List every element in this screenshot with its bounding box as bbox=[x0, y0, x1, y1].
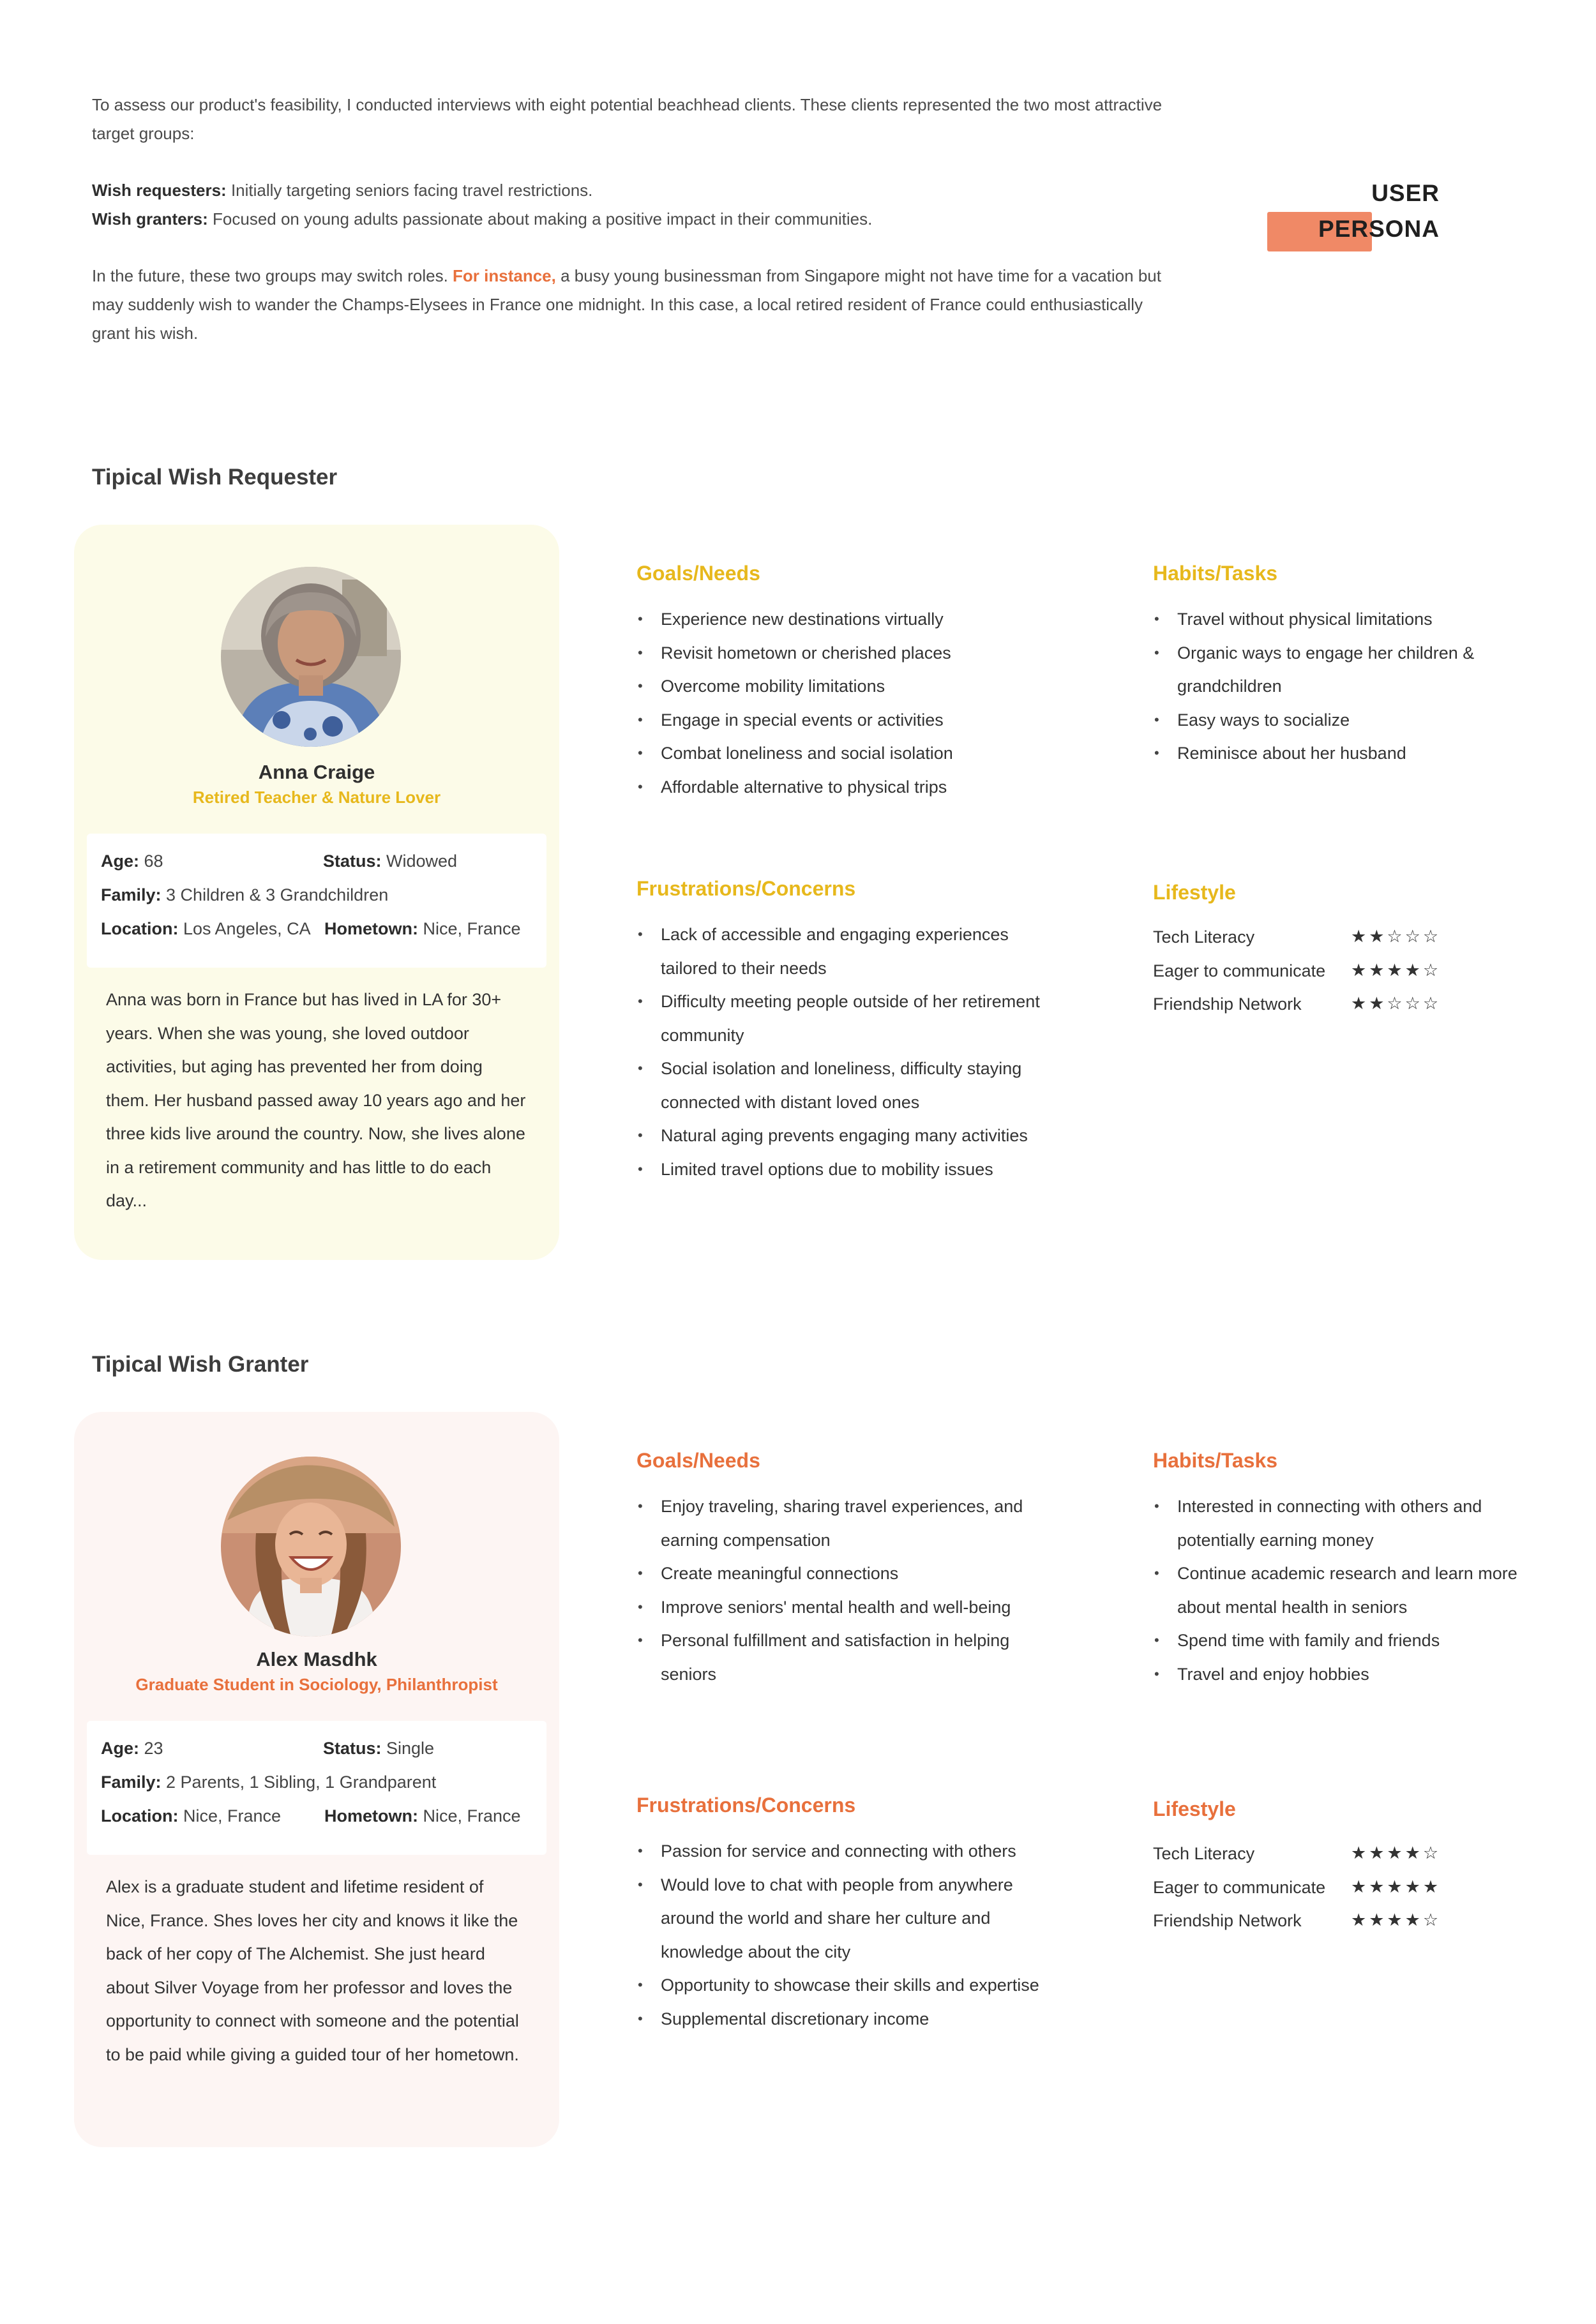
intro-text bbox=[92, 91, 1164, 376]
list-item: • Opportunity to showcase their skills and expertise bbox=[636, 1968, 1045, 2002]
intro-p3-rest: a busy young businessman from Singapore might not have time for a vacation but may suddenly wish to wander the Champs-Elysees in France one midnight. In this case, a local retired resident of France could enthusiastically grant his wish. bbox=[92, 266, 1161, 343]
requester-goals-title: Goals/Needs bbox=[636, 562, 760, 585]
requesters-text: Initially targeting seniors facing travel restrictions. bbox=[226, 181, 593, 200]
list-item: • Improve seniors' mental health and well-being bbox=[636, 1591, 1045, 1624]
lifestyle-label: Eager to communicate bbox=[1153, 1877, 1326, 1897]
requester-info-box bbox=[87, 834, 546, 968]
requester-age: Age: 68 bbox=[101, 851, 163, 871]
list-item: • Organic ways to engage her children & grandchildren bbox=[1153, 636, 1536, 703]
granter-status: Status: Single bbox=[323, 1739, 435, 1758]
star-rating-icon: ★★★★☆ bbox=[1351, 960, 1442, 980]
requester-lifestyle-table bbox=[1153, 920, 1485, 1021]
requester-lifestyle-title: Lifestyle bbox=[1153, 881, 1236, 904]
granter-lifestyle-table bbox=[1153, 1837, 1485, 1938]
list-item: • Limited travel options due to mobility issues bbox=[636, 1153, 1045, 1187]
granter-bio: Alex is a graduate student and lifetime resident of Nice, France. Shes loves her city and knows it like the back of her copy of The Alchemist. She just heard about Silver Voyage from her professor and loves the opportunity to connect with someone and the potential to be paid while giving a guided tour of her hometown. bbox=[106, 1877, 519, 2064]
requester-status: Status: Widowed bbox=[323, 851, 458, 871]
intro-paragraph-2 bbox=[92, 176, 1164, 234]
intro-paragraph-3 bbox=[92, 262, 1164, 348]
badge-line-1: USER bbox=[1371, 180, 1440, 206]
requester-habits-list bbox=[1153, 603, 1536, 770]
list-item: • Interested in connecting with others and potentially earning money bbox=[1153, 1490, 1536, 1557]
lifestyle-row bbox=[1153, 920, 1485, 954]
intro-p3-start: In the future, these two groups may switch roles. bbox=[92, 266, 453, 285]
granter-frustrations-list bbox=[636, 1834, 1045, 2035]
requester-habits-title: Habits/Tasks bbox=[1153, 562, 1278, 585]
lifestyle-row bbox=[1153, 1837, 1485, 1871]
intro-paragraph-1: To assess our product's feasibility, I conducted interviews with eight potential beachhead clients. These clients represented the two most attractive target groups: bbox=[92, 95, 1163, 143]
lifestyle-label: Friendship Network bbox=[1153, 994, 1302, 1014]
granter-age: Age: 23 bbox=[101, 1739, 163, 1758]
list-item: • Continue academic research and learn more about mental health in seniors bbox=[1153, 1557, 1536, 1624]
requester-location: Location: Los Angeles, CA bbox=[101, 919, 311, 938]
requester-frustrations-list bbox=[636, 918, 1045, 1186]
list-item: • Travel and enjoy hobbies bbox=[1153, 1658, 1536, 1691]
lifestyle-row bbox=[1153, 1904, 1485, 1938]
star-rating-icon: ★★★★★ bbox=[1351, 1877, 1442, 1897]
young-woman-portrait-icon bbox=[221, 1457, 401, 1637]
requester-section-title: Tipical Wish Requester bbox=[92, 465, 338, 490]
star-rating-icon: ★★★★☆ bbox=[1351, 1910, 1442, 1930]
granter-goals-title: Goals/Needs bbox=[636, 1449, 760, 1472]
granter-frustrations-title: Frustrations/Concerns bbox=[636, 1794, 856, 1817]
granter-habits-title: Habits/Tasks bbox=[1153, 1449, 1278, 1472]
granter-family: Family: 2 Parents, 1 Sibling, 1 Grandparent bbox=[101, 1773, 437, 1792]
granters-text: Focused on young adults passionate about making a positive impact in their communities. bbox=[207, 209, 873, 229]
list-item: • Lack of accessible and engaging experiences tailored to their needs bbox=[636, 918, 1045, 985]
requester-goals-list bbox=[636, 603, 1071, 804]
list-item: • Personal fulfillment and satisfaction in helping seniors bbox=[636, 1624, 1045, 1691]
list-item: • Difficulty meeting people outside of her retirement community bbox=[636, 985, 1045, 1052]
lifestyle-label: Friendship Network bbox=[1153, 1911, 1302, 1930]
lifestyle-label: Tech Literacy bbox=[1153, 1844, 1255, 1863]
list-item: • Reminisce about her husband bbox=[1153, 737, 1536, 770]
requester-name: Anna Craige bbox=[258, 761, 375, 783]
star-rating-icon: ★★★★☆ bbox=[1351, 1843, 1442, 1863]
list-item: • Natural aging prevents engaging many activities bbox=[636, 1119, 1045, 1153]
granter-role: Graduate Student in Sociology, Philanthropist bbox=[135, 1675, 498, 1694]
lifestyle-row bbox=[1153, 987, 1485, 1021]
list-item: • Spend time with family and friends bbox=[1153, 1624, 1536, 1658]
lifestyle-label: Tech Literacy bbox=[1153, 927, 1255, 947]
badge-line-2: PERSONA bbox=[1318, 216, 1440, 242]
requesters-label: Wish requesters: bbox=[92, 181, 227, 200]
list-item: • Easy ways to socialize bbox=[1153, 703, 1536, 737]
requester-avatar bbox=[221, 567, 401, 747]
list-item: • Create meaningful connections bbox=[636, 1557, 1045, 1591]
star-rating-icon: ★★☆☆☆ bbox=[1351, 994, 1442, 1014]
senior-woman-portrait-icon bbox=[221, 567, 401, 747]
list-item: • Affordable alternative to physical trips bbox=[636, 770, 1071, 804]
granter-lifestyle-title: Lifestyle bbox=[1153, 1797, 1236, 1820]
granter-location: Location: Nice, France bbox=[101, 1806, 282, 1825]
user-persona-badge bbox=[1267, 180, 1459, 257]
requester-family: Family: 3 Children & 3 Grandchildren bbox=[101, 885, 389, 904]
list-item: • Social isolation and loneliness, difficulty staying connected with distant loved ones bbox=[636, 1052, 1045, 1119]
requester-hometown: Hometown: Nice, France bbox=[324, 919, 521, 938]
list-item: • Passion for service and connecting with others bbox=[636, 1834, 1045, 1868]
requester-role: Retired Teacher & Nature Lover bbox=[192, 788, 441, 807]
star-rating-icon: ★★☆☆☆ bbox=[1351, 927, 1442, 947]
lifestyle-row bbox=[1153, 1871, 1485, 1905]
granter-avatar bbox=[221, 1457, 401, 1637]
requester-bio: Anna was born in France but has lived in LA for 30+ years. When she was young, she loved outdoor activities, but aging has prevented her from doing them. Her husband passed away 10 years ago and her three kids live around the country. Now, she lives alone in a retirement community and has little to do each day... bbox=[106, 990, 526, 1210]
list-item: • Combat loneliness and social isolation bbox=[636, 737, 1071, 770]
requester-frustrations-title: Frustrations/Concerns bbox=[636, 877, 856, 900]
granter-profile-card bbox=[74, 1412, 559, 2147]
lifestyle-row bbox=[1153, 954, 1485, 988]
intro-highlight: For instance, bbox=[453, 266, 556, 285]
granter-hometown: Hometown: Nice, France bbox=[324, 1806, 521, 1825]
granter-info-box bbox=[87, 1721, 546, 1855]
list-item: • Engage in special events or activities bbox=[636, 703, 1071, 737]
list-item: • Would love to chat with people from anywhere around the world and share her culture and knowledge about the city bbox=[636, 1868, 1045, 1969]
list-item: • Experience new destinations virtually bbox=[636, 603, 1071, 636]
granter-habits-list bbox=[1153, 1490, 1536, 1691]
list-item: • Overcome mobility limitations bbox=[636, 670, 1071, 703]
list-item: • Supplemental discretionary income bbox=[636, 2002, 1045, 2036]
granter-section-title: Tipical Wish Granter bbox=[92, 1352, 309, 1377]
list-item: • Enjoy traveling, sharing travel experiences, and earning compensation bbox=[636, 1490, 1045, 1557]
granters-label: Wish granters: bbox=[92, 209, 208, 229]
list-item: • Travel without physical limitations bbox=[1153, 603, 1536, 636]
list-item: • Revisit hometown or cherished places bbox=[636, 636, 1071, 670]
granter-goals-list bbox=[636, 1490, 1045, 1691]
requester-profile-card bbox=[74, 525, 559, 1260]
lifestyle-label: Eager to communicate bbox=[1153, 961, 1326, 980]
granter-name: Alex Masdhk bbox=[256, 1648, 377, 1670]
